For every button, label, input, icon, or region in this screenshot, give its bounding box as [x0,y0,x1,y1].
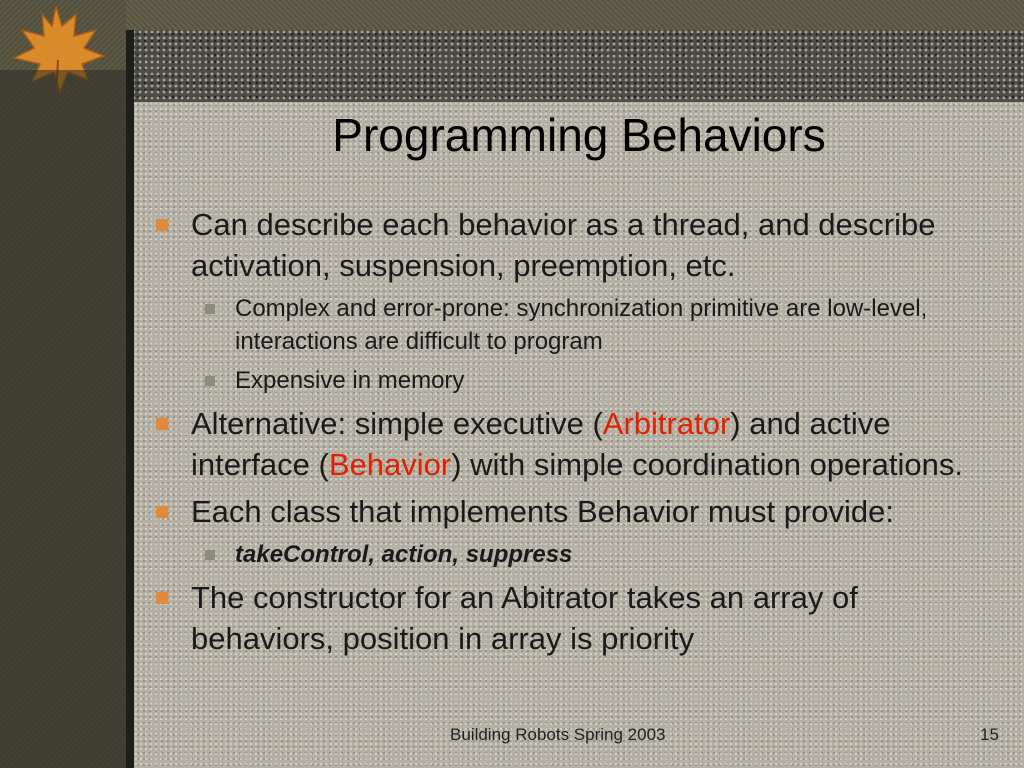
sub-bullet-square-icon [205,550,215,560]
decorative-leaves [0,0,126,768]
bullet-item: Can describe each behavior as a thread, and describe activation, suspension, preemption, etc. [152,204,1002,286]
bullet-item: Each class that implements Behavior must provide: [152,491,1002,532]
bullet-square-icon [156,418,168,430]
bullet-item: The constructor for an Abitrator takes an array of behaviors, position in array is priority [152,577,1002,659]
bullet-square-icon [156,592,168,604]
bullet-square-icon [156,506,168,518]
slide-title: Programming Behaviors [332,109,826,161]
slide-dark-edge [126,30,134,768]
header-texture-band [126,30,1024,102]
bullet-item: Alternative: simple executive (Arbitrator) and active interface (Behavior) with simple coordination operations. [152,403,1002,485]
sub-bullet-square-icon [205,376,215,386]
sub-bullet-item: Expensive in memory [152,364,1002,397]
sub-bullet-square-icon [205,304,215,314]
slide-content [152,204,1002,665]
highlight-behavior: Behavior [328,447,452,482]
footer-page-number: 15 [980,725,999,744]
sub-bullet-item: takeControl, action, suppress [152,538,1002,571]
sub-bullet-item: Complex and error-prone: synchronization primitive are low-level, interactions are difficult to program [152,292,1002,358]
frame-top-border [0,0,1024,30]
bullet-square-icon [156,219,168,231]
footer-course: Building Robots Spring 2003 [450,725,666,744]
highlight-arbitrator: Arbitrator [602,406,731,441]
